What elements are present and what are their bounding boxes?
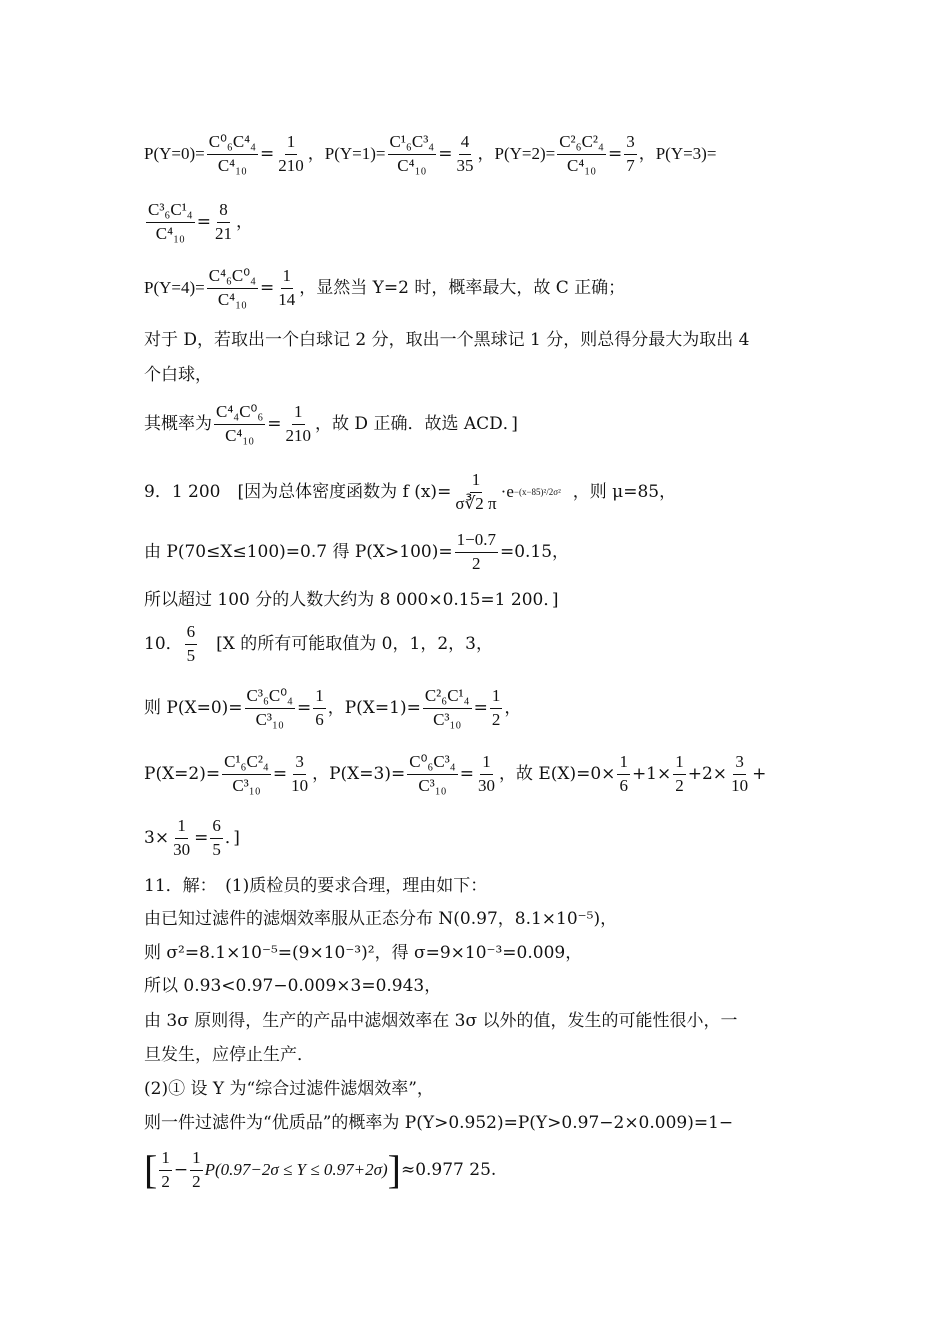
- denominator: 6: [619, 775, 628, 795]
- denominator: 5: [186, 645, 196, 665]
- numerator: 3: [624, 133, 637, 155]
- line-16: [144, 935, 810, 971]
- equals: =: [260, 278, 275, 298]
- fraction-tail: [455, 531, 498, 573]
- prefix-text: 3×: [144, 828, 170, 848]
- prob-x3-label: ，P(X=3)=: [312, 764, 406, 784]
- density-fraction: [453, 471, 498, 513]
- line-9: [144, 582, 810, 618]
- fraction-y1: [388, 133, 437, 175]
- line-3: [144, 258, 810, 318]
- numerator: 1−0.7: [455, 531, 498, 553]
- prob-y0-label: P(Y=0)=: [144, 144, 205, 163]
- paragraph-text: (2)① 设 Y 为“综合过滤件滤烟效率”，: [144, 1079, 434, 1099]
- prob-y1-label: ，P(Y=1)=: [307, 144, 386, 163]
- numerator: 1: [490, 687, 503, 709]
- line-1: [144, 124, 810, 184]
- denominator: 5: [212, 839, 221, 859]
- denominator: σ∛2 π: [455, 493, 497, 513]
- conclusion-text: ，故 D 正确．故选 ACD．]: [315, 414, 518, 434]
- expectation-label: ，故 E(X)=0×: [498, 764, 616, 784]
- closing-text: ．]: [224, 828, 240, 848]
- mean-text: ，则 μ=85，: [572, 482, 677, 502]
- line-4: [144, 322, 810, 358]
- prob-y4-label: P(Y=4)=: [144, 278, 205, 297]
- comma: ，: [504, 698, 522, 718]
- denominator: 2: [192, 1171, 201, 1191]
- denominator: C³₁₀: [255, 709, 284, 729]
- line-8: [144, 522, 810, 582]
- line-17: [144, 968, 810, 1004]
- line-18: [144, 1003, 810, 1039]
- equals: =: [260, 144, 275, 164]
- value-x2: [289, 753, 310, 795]
- paragraph-text: 所以超过 100 分的人数大约为 8 000×0.15=1 200．]: [144, 590, 559, 610]
- term-d: [171, 817, 192, 859]
- value-y2: [624, 133, 637, 175]
- answer-fraction: [185, 623, 198, 665]
- equals: =: [459, 764, 474, 784]
- numerator: C⁰₆C³₄: [407, 753, 457, 775]
- numerator: C⁴₆C⁰₄: [207, 267, 258, 289]
- line-7: [144, 462, 810, 522]
- paragraph-text: 则一件过滤件为“优质品”的概率为 P(Y>0.952)=P(Y>0.97−2×0.009)=1−: [144, 1113, 734, 1133]
- line-13: [144, 808, 810, 868]
- paragraph-text: 对于 D，若取出一个白球记 2 分，取出一个黑球记 1 分，则总得分最大为取出 4: [144, 330, 750, 350]
- denominator: C⁴₁₀: [397, 155, 427, 175]
- fraction-x0: [245, 687, 295, 729]
- paragraph-text: 旦发生，应停止生产．: [144, 1045, 314, 1065]
- line-22: [144, 1140, 810, 1200]
- line-2: [144, 192, 810, 252]
- right-bracket: ]: [387, 1147, 401, 1192]
- line-11: [144, 678, 810, 738]
- equals: =: [267, 414, 282, 434]
- fraction-x2: [222, 753, 271, 795]
- prob-x1-label: ，P(X=1)=: [327, 698, 421, 718]
- denominator: C³₁₀: [433, 709, 462, 729]
- value-d: [284, 403, 314, 445]
- prob-y3-label: ，P(Y=3)=: [638, 144, 717, 163]
- numerator: 1: [281, 267, 294, 289]
- prob-y2-label: ，P(Y=2)=: [477, 144, 556, 163]
- denominator: 21: [214, 223, 232, 243]
- prob-x0-label: 则 P(X=0)=: [144, 698, 243, 718]
- denominator: 210: [285, 425, 312, 445]
- denominator: 210: [278, 155, 304, 175]
- value-x1: [490, 687, 503, 729]
- numerator: 4: [459, 133, 472, 155]
- value-y3: [213, 201, 234, 243]
- expectation-value: [210, 817, 223, 859]
- value-x3: [476, 753, 497, 795]
- numerator: 1: [190, 1149, 203, 1171]
- exponent: −(x−85)²/2σ²: [513, 487, 561, 497]
- denominator: C⁴₁₀: [217, 289, 247, 309]
- numerator: 1: [313, 687, 326, 709]
- denominator: C⁴₁₀: [567, 155, 597, 175]
- line-21: [144, 1105, 810, 1141]
- value-y1: [454, 133, 475, 175]
- numerator: 1: [159, 1149, 172, 1171]
- denominator: 7: [626, 155, 635, 175]
- operator: +2×: [687, 764, 728, 784]
- question-10-label: 10．: [144, 634, 183, 654]
- numerator: 1: [175, 817, 188, 839]
- numerator: C⁰₆C⁴₄: [207, 133, 258, 155]
- denominator: 30: [173, 839, 191, 859]
- numerator: 1: [673, 753, 686, 775]
- line-10: [144, 614, 810, 674]
- left-bracket: [: [144, 1147, 158, 1192]
- probability-expression: P(0.97−2σ ≤ Y ≤ 0.97+2σ): [204, 1160, 388, 1179]
- denominator: C³₁₀: [418, 775, 447, 795]
- denominator: 14: [278, 289, 296, 309]
- line-19: [144, 1037, 810, 1073]
- equals: =: [296, 698, 312, 718]
- denominator: C⁴₁₀: [217, 155, 247, 175]
- paragraph-text: 个白球，: [144, 365, 212, 385]
- exponential: ·e: [500, 482, 514, 501]
- operator: +: [752, 764, 767, 784]
- fraction-x3: [407, 753, 457, 795]
- half-a: [159, 1149, 172, 1191]
- denominator: C⁴₁₀: [155, 223, 185, 243]
- denominator: 6: [315, 709, 324, 729]
- question-9-text: 9．1 200 [因为总体密度函数为 f (x)=: [144, 482, 452, 502]
- denominator: 30: [477, 775, 495, 795]
- term-c: [729, 753, 750, 795]
- fraction-d: [214, 403, 265, 445]
- prefix-text: 其概率为: [144, 414, 212, 434]
- paragraph-text: 所以 0.93<0.97−0.009×3=0.943，: [144, 976, 442, 996]
- fraction-y2: [557, 133, 606, 175]
- fraction-y3: [146, 201, 195, 243]
- value-x0: [313, 687, 326, 729]
- numerator: 8: [217, 201, 230, 223]
- paragraph-text: 由已知过滤件的滤烟效率服从正态分布 N(0.97，8.1×10⁻⁵)，: [144, 909, 618, 929]
- equals: =: [438, 144, 453, 164]
- minus: −: [173, 1160, 189, 1180]
- result-text: ≈0.977 25.: [400, 1160, 497, 1180]
- numerator: C⁴₄C⁰₆: [214, 403, 265, 425]
- numerator: 1: [480, 753, 493, 775]
- prefix-text: 由 P(70≤X≤100)=0.7 得 P(X>100)=: [144, 542, 453, 562]
- line-14: [144, 868, 810, 904]
- numerator: C²₆C¹₄: [423, 687, 472, 709]
- prob-x2-label: P(X=2)=: [144, 764, 221, 784]
- line-15: [144, 901, 810, 937]
- numerator: 1: [470, 471, 483, 493]
- paragraph-text: 则 σ²=8.1×10⁻⁵=(9×10⁻³)²，得 σ=9×10⁻³=0.009，: [144, 943, 583, 963]
- numerator: C¹₆C²₄: [222, 753, 271, 775]
- half-b: [190, 1149, 203, 1191]
- fraction-y4: [207, 267, 258, 309]
- equals: =: [196, 212, 211, 232]
- conclusion-text: ，显然当 Y=2 时，概率最大，故 C 正确；: [299, 278, 626, 298]
- equals: =: [607, 144, 623, 164]
- value-y0: [276, 133, 306, 175]
- numerator: C³₆C¹₄: [146, 201, 195, 223]
- denominator: 35: [456, 155, 474, 175]
- equals: =: [473, 698, 488, 718]
- numerator: 6: [185, 623, 198, 645]
- denominator: 2: [491, 709, 501, 729]
- question-11-heading: 11．解： (1)质检员的要求合理，理由如下：: [144, 876, 488, 896]
- numerator: 1: [292, 403, 305, 425]
- denominator: 2: [161, 1171, 170, 1191]
- numerator: 1: [285, 133, 298, 155]
- equals: =: [194, 828, 209, 848]
- fraction-x1: [423, 687, 472, 729]
- numerator: 3: [733, 753, 746, 775]
- line-12: [144, 744, 810, 804]
- operator: +1×: [631, 764, 672, 784]
- denominator: 2: [675, 775, 684, 795]
- line-20: [144, 1071, 810, 1107]
- line-5: [144, 357, 810, 393]
- value-y4: [276, 267, 297, 309]
- equals: =: [272, 764, 288, 784]
- numerator: C¹₆C³₄: [388, 133, 437, 155]
- paragraph-text: 由 3σ 原则得，生产的产品中滤烟效率在 3σ 以外的值，发生的可能性很小，一: [144, 1011, 738, 1031]
- numerator: C³₆C⁰₄: [245, 687, 295, 709]
- term-b: [673, 753, 686, 795]
- numerator: 3: [293, 753, 306, 775]
- denominator: 10: [291, 775, 309, 795]
- paragraph-text: [X 的所有可能取值为 0，1，2，3，: [199, 634, 493, 654]
- numerator: 1: [617, 753, 630, 775]
- fraction-y0: [207, 133, 258, 175]
- numerator: C²₆C²₄: [557, 133, 606, 155]
- denominator: C⁴₁₀: [225, 425, 255, 445]
- numerator: 6: [210, 817, 223, 839]
- line-6: [144, 394, 810, 454]
- denominator: 2: [472, 553, 481, 573]
- denominator: C³₁₀: [232, 775, 261, 795]
- denominator: 10: [731, 775, 749, 795]
- result-text: =0.15，: [499, 542, 570, 562]
- comma: ，: [235, 212, 253, 232]
- term-a: [617, 753, 630, 795]
